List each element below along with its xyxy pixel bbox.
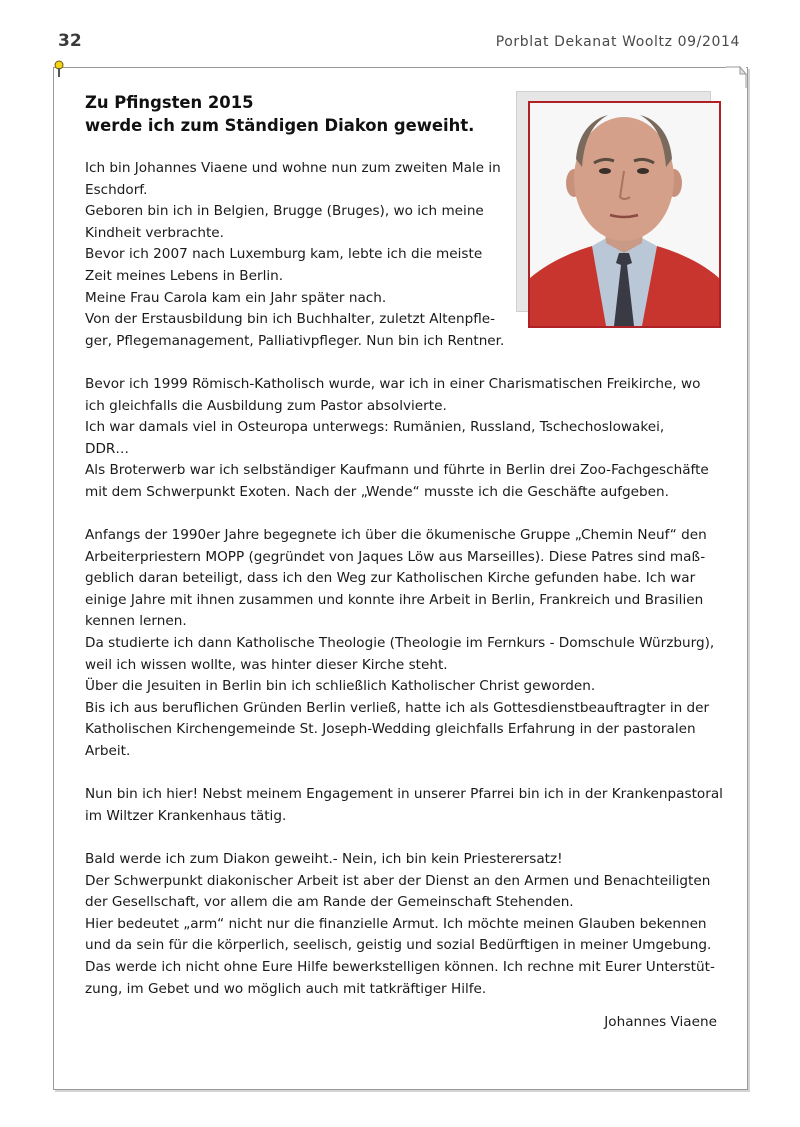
body-line: Katholischen Kirchengemeinde St. Joseph-Wedding gleichfalls Erfahrung in der pastoralen [85,721,696,738]
body-line: Als Broterwerb war ich selbständiger Kaufmann und führte in Berlin drei Zoo-Fachgeschäfte [85,462,709,479]
body-line: der Gesellschaft, vor allem die am Rande der Gemeinschaft Stehenden. [85,894,574,911]
body-line: zung, im Gebet und wo möglich auch mit tatkräftiger Hilfe. [85,980,487,997]
body-line: Bis ich aus beruflichen Gründen Berlin verließ, hatte ich als Gottesdienstbeauftragter in der [85,699,710,716]
body-line: Das werde ich nicht ohne Eure Hilfe bewerkstelligen können. Ich rechne mit Eurer Unterstüt- [85,958,715,975]
body-line: Bevor ich 1999 Römisch-Katholisch wurde, war ich in einer Charismatischen Freikirche, wo [85,375,701,392]
body-line: einige Jahre mit ihnen zusammen und konnte ihre Arbeit in Berlin, Frankreich und Brasilien [85,591,704,608]
body-line: ich gleichfalls die Ausbildung zum Pastor absolvierte. [85,397,447,414]
article-headline [85,91,474,137]
body-line: Kindheit verbrachte. [85,224,224,241]
paragraph-gap [85,827,723,849]
body-line: geblich daran beteiligt, dass ich den Weg zur Katholischen Kirche gefunden habe. Ich war [85,570,696,587]
paragraph-gap [85,352,723,374]
body-line: Da studierte ich dann Katholische Theologie (Theologie im Fernkurs - Domschule Würzburg), [85,635,715,652]
paragraph-gap [85,504,723,526]
body-line: Ich bin Johannes Viaene und wohne nun zum zweiten Male in [85,160,501,176]
body-line: Hier bedeutet „arm“ nicht nur die finanzielle Armut. Ich möchte meinen Glauben bekennen [85,915,707,932]
article-body [85,158,723,1000]
author-signature: Johannes Viaene [604,1014,717,1030]
body-line: DDR… [85,440,129,457]
headline-line: werde ich zum Ständigen Diakon geweiht. [85,116,475,135]
body-line: kennen lernen. [85,613,187,630]
pushpin-icon [53,60,65,78]
running-header: Porblat Dekanat Wooltz 09/2014 [495,34,740,50]
body-line: Bald werde ich zum Diakon geweiht.- Nein, ich bin kein Priesterersatz! [85,851,563,867]
body-line: mit dem Schwerpunkt Exoten. Nach der „Wende“ musste ich die Geschäfte aufgeben. [85,483,669,500]
page-number: 32 [58,31,82,51]
body-line: Geboren bin ich in Belgien, Brugge (Bruges), wo ich meine [85,203,484,220]
body-line: Arbeiterpriestern MOPP (gegründet von Jaques Löw aus Marseilles). Diese Patres sind maß- [85,548,706,565]
body-line: Von der Erstausbildung bin ich Buchhalter, zuletzt Altenpfle- [85,311,496,328]
body-line: Bevor ich 2007 nach Luxemburg kam, lebte ich die meiste [85,246,483,263]
body-line: Der Schwerpunkt diakonischer Arbeit ist aber der Dienst an den Armen und Benachteiligten [85,872,711,889]
body-line: Meine Frau Carola kam ein Jahr später nach. [85,289,387,306]
body-line: und da sein für die körperlich, seelisch, geistig und sozial Bedürftigen in meiner Umgebung. [85,937,712,954]
headline-line: Zu Pfingsten 2015 [85,93,254,112]
body-line: weil ich wissen wollte, was hinter dieser Kirche steht. [85,656,448,673]
body-line: im Wiltzer Krankenhaus tätig. [85,807,287,824]
body-line: Anfangs der 1990er Jahre begegnete ich über die ökumenische Gruppe „Chemin Neuf“ den [85,527,707,544]
paragraph-gap [85,763,723,785]
body-line: ger, Pflegemanagement, Palliativpfleger. Nun bin ich Rentner. [85,332,505,349]
body-line: Nun bin ich hier! Nebst meinem Engagement in unserer Pfarrei bin ich in der Krankenpastoral [85,786,723,803]
page-corner-fold-icon [726,64,750,88]
body-line: Arbeit. [85,743,131,760]
body-line: Eschdorf. [85,181,148,198]
body-line: Ich war damals viel in Osteuropa unterwegs: Rumänien, Russland, Tschechoslowakei, [85,419,665,436]
body-line: Über die Jesuiten in Berlin bin ich schließlich Katholischer Christ geworden. [85,678,596,695]
body-line: Zeit meines Lebens in Berlin. [85,267,284,284]
